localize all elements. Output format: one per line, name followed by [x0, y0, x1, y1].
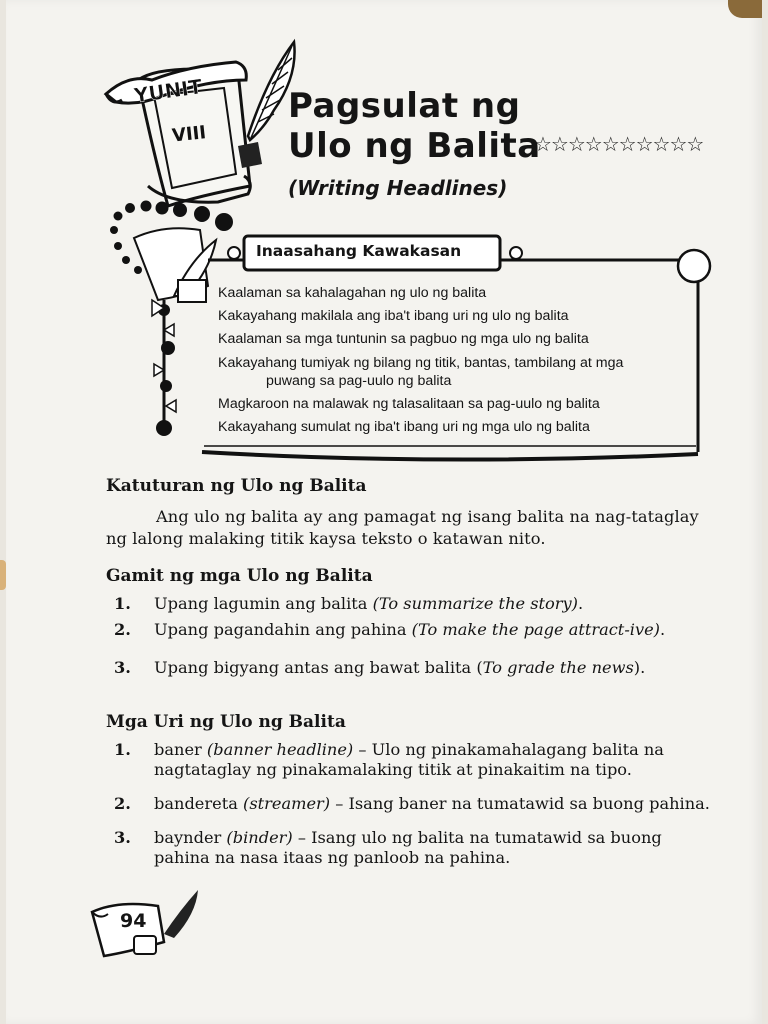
definition-heading: Katuturan ng Ulo ng Balita [106, 476, 367, 496]
objectives-list [218, 284, 704, 441]
objective-item: Kakayahang makilala ang iba't ibang uri ng ulo ng balita [218, 308, 569, 325]
unit-number: VIII [171, 122, 208, 147]
page-subtitle: (Writing Headlines) [288, 176, 508, 200]
types-item: 3. baynder (binder) – Isang ulo ng balita na tumatawid sa buong pahina na nasa itaas ng panloob na pahina. [114, 828, 662, 867]
types-item: 2. bandereta (streamer) – Isang baner na tumatawid sa buong pahina. [114, 794, 710, 813]
definition-paragraph: Ang ulo ng balita ay ang pamagat ng isang balita na nag-tataglay ng lalong malaking titik kaysa teksto o katawan nito. [106, 507, 699, 548]
objective-item: Kakayahang tumiyak ng bilang ng titik, bantas, tambilang at mga puwang sa pag-uulo ng balita [218, 354, 624, 389]
title-line-2: Ulo ng Balita [288, 126, 541, 166]
uses-item: 3. Upang bigyang antas ang bawat balita (To grade the news). [114, 658, 646, 677]
corner-stain [728, 0, 762, 18]
uses-item: 1. Upang lagumin ang balita (To summarize the story). [114, 594, 584, 613]
title-line-1: Pagsulat ng [288, 86, 521, 126]
page-number: 94 [120, 910, 147, 932]
objective-item: Kaalaman sa kahalagahan ng ulo ng balita [218, 285, 487, 301]
objective-item: Magkaroon na malawak ng talasalitaan sa pag-uulo ng balita [218, 395, 600, 412]
side-stain [0, 560, 6, 590]
uses-list [110, 594, 710, 678]
unit-scroll-illustration [98, 36, 310, 208]
uses-heading: Gamit ng mga Ulo ng Balita [106, 566, 373, 586]
objectives-heading: Inaasahang Kawakasan [256, 242, 462, 260]
page-title [288, 86, 541, 166]
types-item: 1. baner (banner headline) – Ulo ng pinakamahalagang balita na nagtataglay ng pinakamalaking titik at pinakaitim na tipo. [114, 740, 664, 779]
types-list [110, 740, 710, 868]
page-number-scroll-illustration [88, 890, 208, 962]
types-heading: Mga Uri ng Ulo ng Balita [106, 712, 346, 732]
uses-item: 2. Upang pagandahin ang pahina (To make the page attract-ive). [114, 620, 666, 639]
objective-item: Kaalaman sa mga tuntunin sa pagbuo ng mga ulo ng balita [218, 331, 589, 348]
unit-banner-text: YUNIT [132, 74, 204, 108]
star-row: ☆☆☆☆☆☆☆☆☆☆ [534, 132, 704, 156]
objective-item: Kakayahang sumulat ng iba't ibang uri ng mga ulo ng balita [218, 418, 590, 435]
